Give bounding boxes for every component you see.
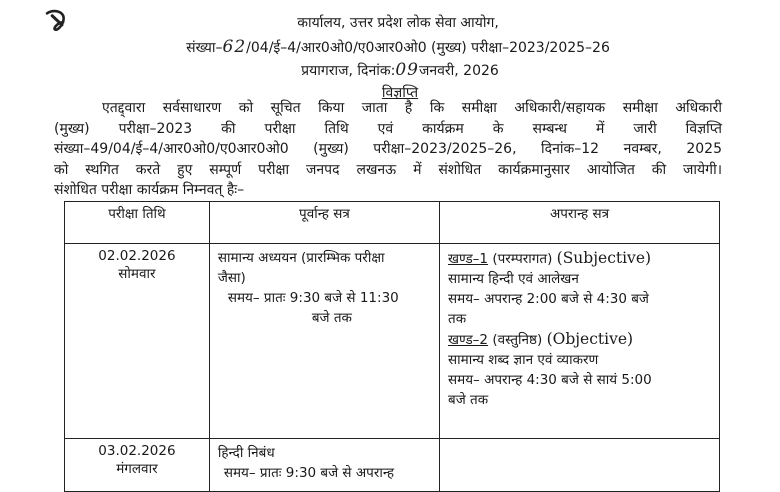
morning-time-cont: बजे तक bbox=[311, 310, 352, 326]
morning-time: समय– प्रातः 9:30 बजे से 11:30 bbox=[227, 290, 399, 306]
morning-session-cell bbox=[209, 244, 439, 439]
handwritten-reference: 62 bbox=[222, 37, 247, 57]
body-line: संशोधित परीक्षा कार्यक्रम निम्नवत् हैः– bbox=[54, 182, 245, 198]
part2-english: (Objective) bbox=[546, 330, 634, 348]
morning-subject-cont: जैसा) bbox=[217, 270, 246, 286]
part1-type: (परम्परागत) bbox=[492, 251, 553, 267]
date-prefix: प्रयागराज, दिनांक: bbox=[301, 63, 396, 79]
body-line: को स्थगित करते हुए सम्पूर्ण परीक्षा जनपद लखनऊ में संशोधित कार्यक्रमानुसार आयोजित की जायेगी। bbox=[54, 161, 722, 178]
exam-day: मंगलवार bbox=[116, 461, 158, 477]
exam-day: सोमवार bbox=[118, 266, 156, 282]
office-heading: कार्यालय, उत्तर प्रदेश लोक सेवा आयोग, bbox=[297, 15, 499, 31]
part1-subject: सामान्य हिन्दी एवं आलेखन bbox=[448, 271, 579, 287]
body-line: संख्या–49/04/ई–4/आर0ओ0/ए0आर0ओ0 (मुख्य) परीक्षा–2023/2025–26, दिनांक–12 नवम्बर, 2025 bbox=[54, 141, 722, 157]
afternoon-session-cell bbox=[440, 439, 720, 492]
notice-body bbox=[54, 98, 722, 201]
morning-session-cell bbox=[209, 439, 439, 492]
part2-heading bbox=[448, 329, 713, 350]
header-morning-session: पूर्वान्ह सत्र bbox=[209, 202, 439, 244]
reference-suffix: /04/ई–4/आर0ओ0/ए0आर0ओ0 (मुख्य) परीक्षा–2023/2025–26 bbox=[246, 40, 610, 56]
body-line: एतद्द्वारा सर्वसाधारण को सूचित किया जाता है कि समीक्षा अधिकारी/सहायक समीक्षा अधिकारी bbox=[102, 100, 722, 116]
part1-heading bbox=[448, 248, 713, 269]
table-row bbox=[65, 439, 720, 492]
exam-date: 02.02.2026 bbox=[98, 248, 176, 264]
afternoon-session-cell bbox=[440, 244, 720, 439]
header-exam-date: परीक्षा तिथि bbox=[65, 202, 210, 244]
reference-prefix: संख्या– bbox=[186, 40, 223, 56]
exam-schedule-table bbox=[64, 201, 720, 492]
handwritten-date: 09 bbox=[395, 60, 419, 80]
part2-time: समय– अपरान्ह 4:30 बजे से सायं 5:00 bbox=[448, 372, 652, 388]
body-line: (मुख्य) परीक्षा–2023 की परीक्षा तिथि एवं कार्यक्रम के सम्बन्ध में जारी विज्ञप्ति bbox=[54, 120, 722, 137]
part2-label: खण्ड–2 bbox=[448, 332, 489, 348]
morning-time: समय– प्रातः 9:30 बजे से अपरान्ह bbox=[223, 465, 395, 481]
part1-time-cont: तक bbox=[448, 311, 467, 327]
header-afternoon-session: अपरान्ह सत्र bbox=[440, 202, 720, 244]
part1-time: समय– अपरान्ह 2:00 बजे से 4:30 बजे bbox=[448, 291, 649, 307]
morning-subject: सामान्य अध्ययन (प्रारम्भिक परीक्षा bbox=[217, 250, 385, 266]
table-row bbox=[65, 244, 720, 439]
table-header-row bbox=[65, 202, 720, 244]
part2-subject: सामान्य शब्द ज्ञान एवं व्याकरण bbox=[448, 352, 599, 368]
part2-time-cont: बजे तक bbox=[448, 392, 489, 408]
part1-english: (Subjective) bbox=[556, 249, 652, 267]
date-cell bbox=[65, 244, 210, 439]
date-cell bbox=[65, 439, 210, 492]
part1-label: खण्ड–1 bbox=[448, 251, 489, 267]
notice-title: विज्ञप्ति bbox=[381, 85, 419, 101]
part2-type: (वस्तुनिष्ठ) bbox=[492, 332, 543, 348]
reference-number bbox=[8, 37, 780, 57]
date-suffix: जनवरी, 2026 bbox=[418, 63, 499, 79]
morning-subject: हिन्दी निबंध bbox=[217, 445, 275, 461]
place-date bbox=[10, 60, 780, 80]
exam-date: 03.02.2026 bbox=[98, 443, 176, 459]
